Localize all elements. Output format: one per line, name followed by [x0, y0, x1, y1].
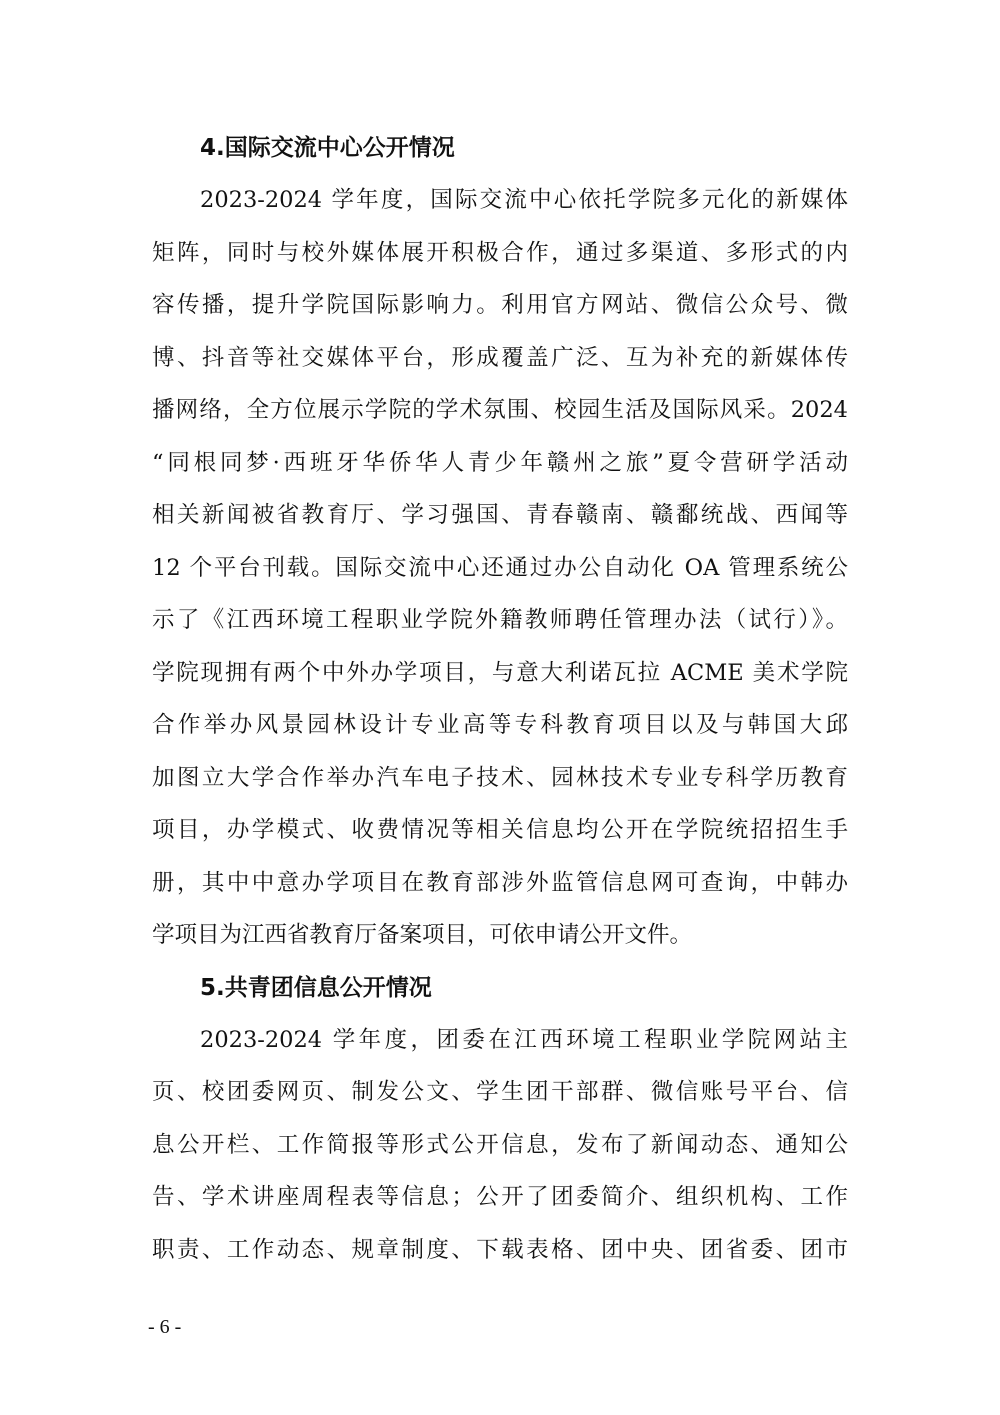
paragraph-line: 2023-2024 学年度，国际交流中心依托学院多元化的新媒体 — [200, 187, 848, 213]
section-4-paragraph — [152, 174, 848, 962]
paragraph-line: 项目，办学模式、收费情况等相关信息均公开在学院统招招生手 — [152, 817, 848, 843]
paragraph-line: “同根同梦·西班牙华侨华人青少年赣州之旅”夏令营研学活动 — [152, 449, 848, 476]
paragraph-line: 合作举办风景园林设计专业高等专科教育项目以及与韩国大邱 — [152, 712, 848, 738]
paragraph-line: 息公开栏、工作简报等形式公开信息，发布了新闻动态、通知公 — [152, 1131, 848, 1158]
section-5-heading: 5.共青团信息公开情况 — [200, 974, 432, 1001]
paragraph-line: 学项目为江西省教育厅备案项目，可依申请公开文件。 — [152, 922, 693, 948]
paragraph-line: 2023-2024 学年度，团委在江西环境工程职业学院网站主 — [200, 1026, 848, 1053]
paragraph-line: 容传播，提升学院国际影响力。利用官方网站、微信公众号、微 — [152, 292, 848, 318]
paragraph-line: 学院现拥有两个中外办学项目，与意大利诺瓦拉 ACME 美术学院 — [152, 659, 848, 686]
paragraph-line: 矩阵，同时与校外媒体展开积极合作，通过多渠道、多形式的内 — [152, 239, 848, 266]
section-4-heading: 4.国际交流中心公开情况 — [200, 135, 455, 161]
document-body — [152, 122, 848, 1276]
paragraph-line: 示了《江西环境工程职业学院外籍教师聘任管理办法（试行）》。 — [152, 607, 848, 633]
paragraph-line: 册，其中中意办学项目在教育部涉外监管信息网可查询，中韩办 — [152, 869, 848, 896]
paragraph-line: 播网络，全方位展示学院的学术氛围、校园生活及国际风采。2024 — [152, 397, 848, 423]
paragraph-line: 加图立大学合作举办汽车电子技术、园林技术专业专科学历教育 — [152, 764, 848, 791]
paragraph-line: 告、学术讲座周程表等信息；公开了团委简介、组织机构、工作 — [152, 1184, 848, 1210]
paragraph-line: 12 个平台刊载。国际交流中心还通过办公自动化 OA 管理系统公 — [152, 554, 848, 581]
paragraph-line: 相关新闻被省教育厅、学习强国、青春赣南、赣鄱统战、西闻等 — [152, 502, 848, 528]
paragraph-line: 博、抖音等社交媒体平台，形成覆盖广泛、互为补充的新媒体传 — [152, 344, 848, 371]
section-5-paragraph — [152, 1014, 848, 1277]
paragraph-line: 职责、工作动态、规章制度、下载表格、团中央、团省委、团市 — [152, 1236, 848, 1263]
page-number: - 6 - — [148, 1316, 182, 1338]
paragraph-line: 页、校团委网页、制发公文、学生团干部群、微信账号平台、信 — [152, 1079, 848, 1105]
